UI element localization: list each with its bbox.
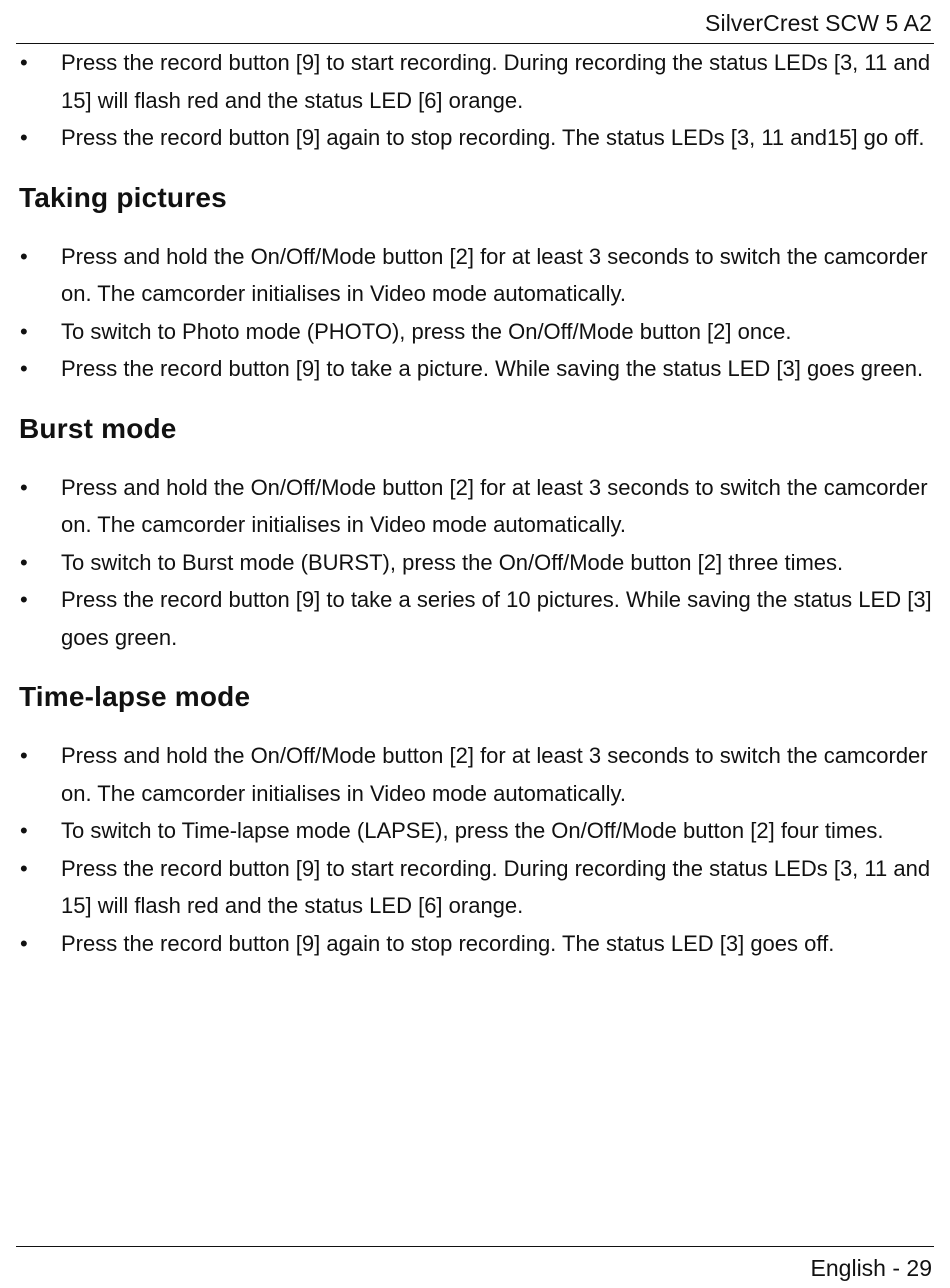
list-item-text: Press the record button [9] to start recording. During recording the status LEDs [3, 11 and 15] will flash red and the status LED [6] orange. (61, 50, 931, 113)
list-item-text: Press and hold the On/Off/Mode button [2] for at least 3 seconds to switch the camcorder on. The camcorder initialises in Video mode automatically. (61, 474, 928, 537)
list-item (16, 313, 934, 351)
bullet-icon: • (20, 125, 28, 150)
bullet-icon: • (20, 318, 28, 344)
page-header (16, 0, 934, 44)
bullet-icon: • (20, 356, 28, 381)
list-item (16, 544, 934, 582)
bullet-icon: • (20, 50, 28, 75)
bullet-icon: • (20, 855, 28, 881)
burst-mode-list (16, 469, 934, 657)
list-item (16, 925, 934, 963)
list-item (16, 469, 934, 544)
page-number: English - 29 (810, 1255, 932, 1281)
list-item-text: To switch to Burst mode (BURST), press the On/Off/Mode button [2] three times. (61, 549, 844, 575)
list-item-text: Press the record button [9] to start recording. During recording the status LEDs [3, 11 and 15] will flash red and the status LED [6] orange. (61, 855, 931, 918)
list-item (16, 44, 934, 119)
intro-list (16, 44, 934, 157)
bullet-icon: • (20, 743, 28, 768)
list-item-text: Press the record button [9] to take a picture. While saving the status LED [3] goes green. (61, 356, 924, 381)
list-item-text: To switch to Photo mode (PHOTO), press the On/Off/Mode button [2] once. (61, 318, 792, 344)
page-footer (16, 1246, 934, 1288)
list-item (16, 238, 934, 313)
list-item-text: Press the record button [9] to take a series of 10 pictures. While saving the status LED [3] goes green. (61, 587, 932, 650)
section-heading-time-lapse-mode: Time-lapse mode (19, 681, 251, 712)
section-heading-burst-mode: Burst mode (19, 412, 177, 444)
list-item-text: Press and hold the On/Off/Mode button [2] for at least 3 seconds to switch the camcorder on. The camcorder initialises in Video mode automatically. (61, 743, 928, 806)
bullet-icon: • (20, 930, 28, 956)
list-item (16, 812, 934, 850)
list-item (16, 737, 934, 812)
bullet-icon: • (20, 587, 28, 612)
list-item (16, 850, 934, 925)
bullet-icon: • (20, 549, 28, 575)
list-item-text: To switch to Time-lapse mode (LAPSE), press the On/Off/Mode button [2] four times. (61, 818, 884, 843)
bullet-icon: • (20, 474, 28, 500)
list-item-text: Press and hold the On/Off/Mode button [2] for at least 3 seconds to switch the camcorder on. The camcorder initialises in Video mode automatically. (61, 243, 928, 306)
list-item (16, 581, 934, 656)
list-item (16, 119, 934, 157)
taking-pictures-list (16, 238, 934, 388)
list-item (16, 350, 934, 388)
bullet-icon: • (20, 243, 28, 269)
section-heading-taking-pictures: Taking pictures (19, 181, 227, 213)
bullet-icon: • (20, 818, 28, 843)
list-item-text: Press the record button [9] again to stop recording. The status LEDs [3, 11 and15] go off. (61, 125, 925, 150)
page-content (16, 43, 934, 962)
time-lapse-mode-list (16, 737, 934, 962)
list-item-text: Press the record button [9] again to stop recording. The status LED [3] goes off. (61, 930, 835, 956)
header-title: SilverCrest SCW 5 A2 (705, 10, 932, 36)
